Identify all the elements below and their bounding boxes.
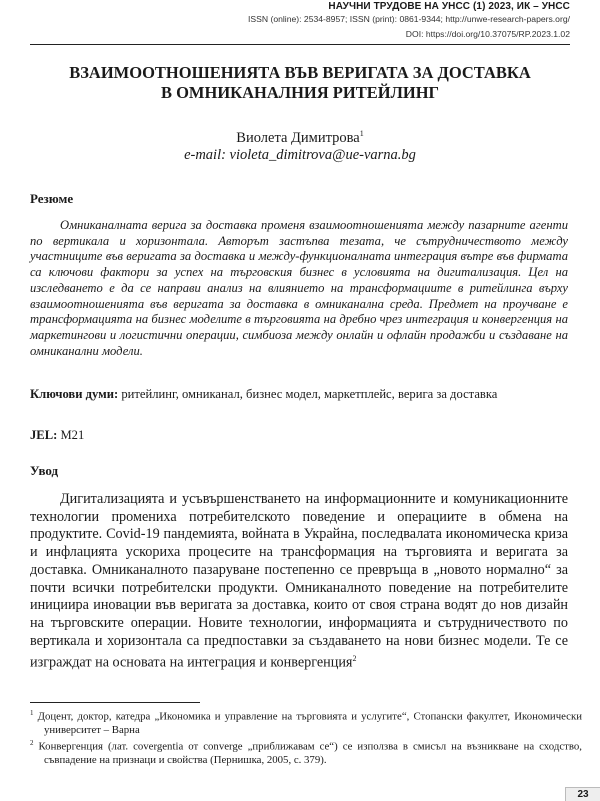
footnote-2 xyxy=(30,737,582,768)
introduction-heading: Увод xyxy=(30,463,59,478)
footnote-1-text: Доцент, доктор, катедра „Икономика и управление на търговията и услугите“, Стопански факултет, Икономически университет – Варна xyxy=(37,710,583,737)
keywords xyxy=(30,386,568,402)
author-name: Виолета Димитрова xyxy=(236,129,360,146)
keywords-text: ритейлинг, омниканал, бизнес модел, маркетплейс, верига за доставка xyxy=(121,387,498,401)
paper-title-line-1: ВЗАИМООТНОШЕНИЯТА ВЪВ ВЕРИГАТА ЗА ДОСТАВКА xyxy=(69,63,531,82)
footnote-2-mark: 2 xyxy=(30,739,34,747)
abstract-heading: Резюме xyxy=(30,191,74,206)
keywords-label: Ключови думи: xyxy=(30,387,119,401)
doi-line: DOI: https://doi.org/10.37075/RP.2023.1.02 xyxy=(405,29,570,39)
journal-header: НАУЧНИ ТРУДОВЕ НА УНСС (1) 2023, ИК – УНСС xyxy=(328,1,570,12)
footnote-divider xyxy=(30,702,200,703)
introduction-text xyxy=(30,491,568,673)
author-footnote-mark: 1 xyxy=(359,129,364,138)
jel-value: M21 xyxy=(60,428,85,442)
author-line xyxy=(30,129,570,147)
footnote-2-text: Конвергенция (лат. covergentia от converge „приближавам се“) се използва в смисъл на възникване на сходство, съвпадение на признаци и свойства (Пернишка, 2005, с. 379). xyxy=(38,740,582,767)
page-number: 23 xyxy=(565,787,600,801)
header-divider xyxy=(30,44,570,45)
footnote-1-mark: 1 xyxy=(30,709,34,717)
paper-title-line-2: В ОМНИКАНАЛНИЯ РИТЕЙЛИНГ xyxy=(160,83,440,102)
jel-label: JEL: xyxy=(30,428,58,442)
author-email: e-mail: violeta_dimitrova@ue-varna.bg xyxy=(184,147,416,163)
introduction-footnote-mark: 2 xyxy=(352,654,357,664)
introduction-body: Дигитализацията и усъвършенстването на информационните и комуникационните технологии промениха потребителското поведение и операциите в обмена на продуктите. Covid-19 пандемията, войната в Украйна, последвалата икономическа криза и инфлацията ускориха процесите на трансформация на търговията и веригата за доставка. Омниканалното пазаруване постепенно се превръща в „новото нормално“ за почти всички потребителски продукти. Омниканалното поведение на потребителите инициира иновации във веригата за доставка, които от своя страна водят до нов дизайн на търговските операции. Новите технологии, информацията и сътрудничеството по вертикала и хоризонтала са предпоставки за създаването на нови бизнес модели. Те се изграждат на основата на интеграция и конвергенция xyxy=(30,491,568,672)
issn-line: ISSN (online): 2534-8957; ISSN (print): 0861-9344; http://unwe-research-papers.org/ xyxy=(248,14,570,24)
abstract-text: Омниканалната верига за доставка променя взаимоотношенията между пазарните агенти по вертикала и хоризонтала. Авторът застъпва тезата, че сътрудничеството между участниците във веригата за доставка и между-функционалната интеграция вътре във фирмата са ключови фактори за успех на търговския бизнес в условията на дигитализация. Цел на изследването е да се направи анализ на влиянието на трансформациите в ритейлинга върху взаимоотношенията във веригата за доставка в омниканална среда. Предмет на проучване е трансформацията на бизнес моделите в търговията на дребно чрез интеграция и конвергенция на маркетингови и логистични операции, симбиоза между онлайн и офлайн продажби и създаване на омниканални модели. xyxy=(30,218,568,358)
jel-code xyxy=(30,428,84,443)
footnote-1 xyxy=(30,707,582,738)
